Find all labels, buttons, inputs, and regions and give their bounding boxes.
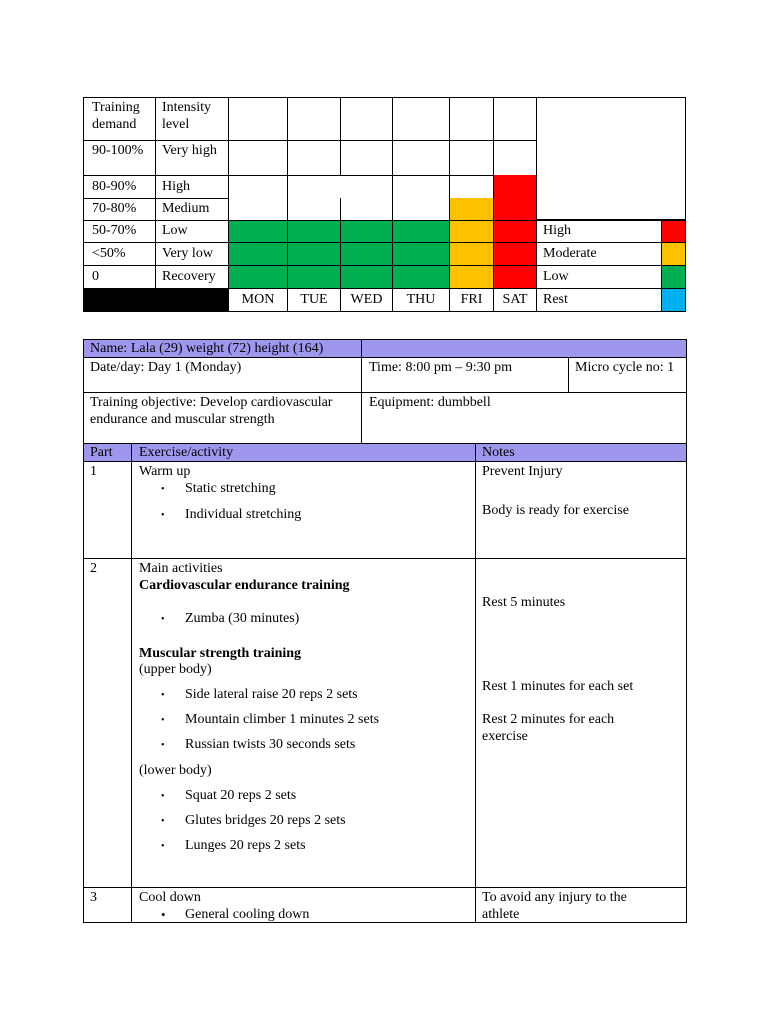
empty-cell (287, 97, 341, 141)
intensity-cell: Very high (155, 140, 229, 176)
empty-cell (493, 97, 537, 141)
grid-line (340, 140, 341, 175)
cool-down-notes-cell: To avoid any injury to the athlete (475, 887, 687, 923)
bullet-icon: • (161, 484, 165, 495)
black-corner-cell (83, 288, 229, 312)
day-label-cell: TUE (287, 288, 341, 312)
demand-cell: 80-90% (83, 175, 156, 199)
header-intensity-level: Intensity level (155, 97, 229, 141)
tue-intensity-bar (288, 221, 340, 289)
bullet-icon: • (161, 614, 165, 625)
legend-swatch-rest (661, 288, 686, 312)
day-label-cell: WED (340, 288, 393, 312)
bullet-icon: • (161, 791, 165, 802)
legend-swatch-high (661, 220, 686, 243)
legend-blank-area (536, 97, 686, 220)
athlete-info-cell: Name: Lala (29) weight (72) height (164) (83, 339, 362, 358)
empty-cell (449, 97, 494, 141)
time-cell: Time: 8:00 pm – 9:30 pm (361, 357, 569, 393)
micro-cycle-cell: Micro cycle no: 1 (568, 357, 687, 393)
part-number-cell: 2 (83, 558, 132, 888)
cool-down-cell: Cool down • General cooling down (131, 887, 476, 923)
main-activities-notes-cell: Rest 5 minutes Rest 1 minutes for each set Rest 2 minutes for each exercise (475, 558, 687, 888)
demand-cell: <50% (83, 242, 156, 266)
column-header-notes: Notes (475, 443, 687, 462)
column-header-part: Part (83, 443, 132, 462)
intensity-cell: Medium (155, 198, 229, 221)
objective-cell: Training objective: Develop cardiovascular endurance and muscular strength (83, 392, 362, 444)
legend-swatch-moderate (661, 242, 686, 266)
bullet-icon: • (161, 510, 165, 521)
bullet-icon: • (161, 841, 165, 852)
day-label-cell: THU (392, 288, 450, 312)
day-label-cell: FRI (449, 288, 494, 312)
header-training-demand: Training demand (83, 97, 156, 141)
legend-swatch-low (661, 265, 686, 289)
warm-up-cell: Warm up • Static stretching • Individual stretching (131, 461, 476, 559)
grid-line (287, 140, 288, 220)
part-number-cell: 1 (83, 461, 132, 559)
bullet-icon: • (161, 740, 165, 751)
main-activities-cell: Main activities Cardiovascular endurance training • Zumba (30 minutes) Muscular strength training (upper body) • Side lateral raise 20 reps 2 sets • Mountain climber 1 minutes 2 sets • Russian twists 30 seconds sets (lower body) • Squat 20 reps 2 sets • Glutes bridges 20 reps 2 sets • Lunges 20 reps 2 sets (131, 558, 476, 888)
bullet-icon: • (161, 690, 165, 701)
part-number-cell: 3 (83, 887, 132, 923)
wed-intensity-bar (341, 221, 392, 289)
empty-cell (392, 97, 450, 141)
bullet-icon: • (161, 715, 165, 726)
equipment-cell: Equipment: dumbbell (361, 392, 687, 444)
legend-label-cell: Moderate (536, 242, 662, 266)
intensity-cell: High (155, 175, 229, 199)
fri-intensity-bar (450, 198, 493, 289)
athlete-info-filler (361, 339, 687, 358)
intensity-cell: Very low (155, 242, 229, 266)
empty-days-area (228, 140, 537, 176)
demand-cell: 0 (83, 265, 156, 289)
legend-label-cell: Low (536, 265, 662, 289)
day-label-cell: SAT (493, 288, 537, 312)
legend-label-cell: Rest (536, 288, 662, 312)
empty-cell (340, 97, 393, 141)
grid-line (228, 220, 537, 221)
empty-cell (228, 97, 288, 141)
thu-intensity-bar (393, 221, 449, 289)
intensity-cell: Low (155, 220, 229, 243)
grid-line (228, 242, 537, 243)
grid-line (340, 198, 341, 220)
sat-intensity-bar (494, 175, 536, 289)
demand-cell: 70-80% (83, 198, 156, 221)
column-header-exercise: Exercise/activity (131, 443, 476, 462)
day-label-cell: MON (228, 288, 288, 312)
legend-label-cell: High (536, 220, 662, 243)
bullet-icon: • (161, 907, 166, 922)
grid-line (228, 265, 537, 266)
demand-cell: 50-70% (83, 220, 156, 243)
bullet-icon: • (161, 816, 165, 827)
warm-up-notes-cell: Prevent Injury Body is ready for exercise (475, 461, 687, 559)
demand-cell: 90-100% (83, 140, 156, 176)
date-cell: Date/day: Day 1 (Monday) (83, 357, 362, 393)
intensity-cell: Recovery (155, 265, 229, 289)
mon-intensity-bar (229, 221, 287, 289)
grid-line (392, 140, 393, 220)
